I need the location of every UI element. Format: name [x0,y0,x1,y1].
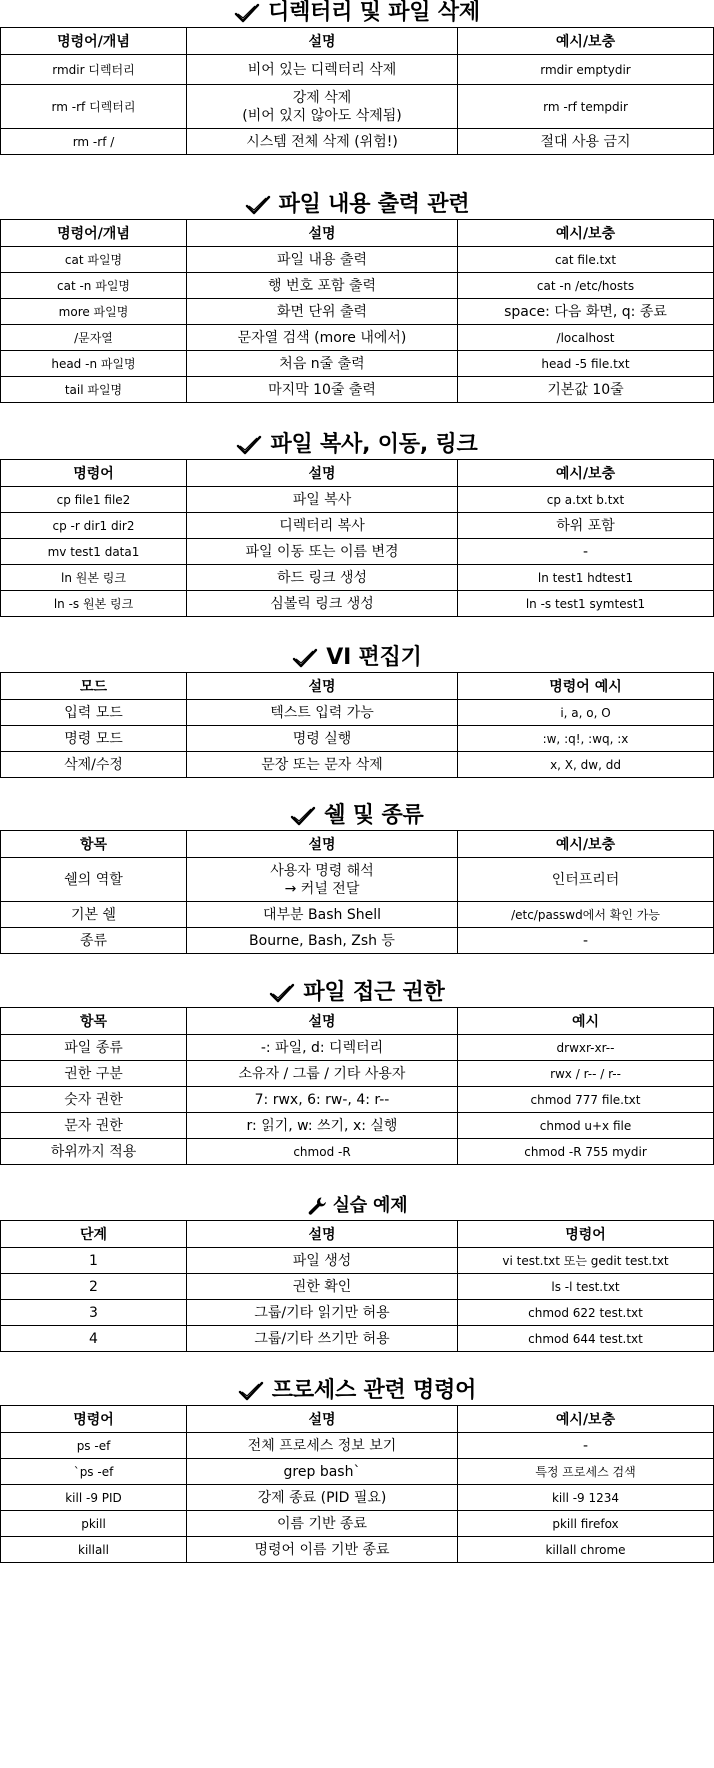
table-cell: pkill firefox [458,1511,714,1537]
table-cell: cp -r dir1 dir2 [1,513,187,539]
table-cell: 특정 프로세스 검색 [458,1459,714,1485]
wrench-icon [307,1196,327,1216]
table-cell: 파일 내용 출력 [187,247,458,273]
table-cell: 텍스트 입력 가능 [187,700,458,726]
section-title-text: 프로세스 관련 명령어 [271,1378,477,1403]
section-title-text: 파일 복사, 이동, 링크 [270,432,478,457]
section [0,803,714,954]
table-row [1,1035,714,1061]
table-row [1,902,714,928]
table-cell: 인터프리터 [458,858,714,902]
table-cell: mv test1 data1 [1,539,187,565]
column-header: 설명 [187,460,458,487]
section [0,432,714,617]
column-header: 명령어/개념 [1,220,187,247]
table-header-row [1,220,714,247]
table-cell: rwx / r-- / r-- [458,1061,714,1087]
table-cell: 파일 복사 [187,487,458,513]
column-header: 명령어 [1,1406,187,1433]
table-cell: -: 파일, d: 디렉터리 [187,1035,458,1061]
table-cell: 하위까지 적용 [1,1139,187,1165]
table-cell: rm -rf 디렉터리 [1,85,187,129]
column-header: 예시/보충 [458,28,714,55]
table-cell: chmod u+x file [458,1113,714,1139]
table-cell: /문자열 [1,325,187,351]
section-title-text: 파일 내용 출력 관련 [278,192,470,217]
table-cell: cat file.txt [458,247,714,273]
table-cell: 기본값 10줄 [458,377,714,403]
table-row [1,700,714,726]
section [0,1193,714,1352]
table-cell: pkill [1,1511,187,1537]
table-cell: /etc/passwd에서 확인 가능 [458,902,714,928]
column-header: 모드 [1,673,187,700]
table-cell: 쉘의 역할 [1,858,187,902]
cell-line: 강제 삭제 [292,89,352,106]
table-cell: cat -n /etc/hosts [458,273,714,299]
table-cell: ln 원본 링크 [1,565,187,591]
table-cell: 명령 실행 [187,726,458,752]
table-header-row [1,831,714,858]
cell-line: 사용자 명령 해석 [270,862,374,879]
table-row [1,273,714,299]
section-title [0,980,714,1006]
table-row [1,351,714,377]
checkmark-icon [245,194,271,216]
table-cell: 4 [1,1326,187,1352]
table-cell: 행 번호 포함 출력 [187,273,458,299]
section [0,645,714,778]
section-title [0,192,714,218]
column-header: 설명 [187,831,458,858]
section [0,1378,714,1563]
table-cell: 그룹/기타 읽기만 허용 [187,1300,458,1326]
table-header-row [1,673,714,700]
table-cell: chmod 777 file.txt [458,1087,714,1113]
table-cell: 디렉터리 복사 [187,513,458,539]
table-row [1,1087,714,1113]
table-cell: :w, :q!, :wq, :x [458,726,714,752]
column-header: 예시/보충 [458,460,714,487]
table-cell: 명령 모드 [1,726,187,752]
column-header: 설명 [187,220,458,247]
table-cell: head -n 파일명 [1,351,187,377]
table-cell: 처음 n줄 출력 [187,351,458,377]
table-row [1,487,714,513]
section-title [0,645,714,671]
column-header: 예시 [458,1008,714,1035]
checkmark-icon [292,647,318,669]
table-cell: drwxr-xr-- [458,1035,714,1061]
table-cell: 대부분 Bash Shell [187,902,458,928]
section-title [0,432,714,458]
table-row [1,1485,714,1511]
table-cell: 파일 이동 또는 이름 변경 [187,539,458,565]
table-cell: 7: rwx, 6: rw-, 4: r-- [187,1087,458,1113]
column-header: 예시/보충 [458,220,714,247]
column-header: 설명 [187,1221,458,1248]
table-cell: chmod -R [187,1139,458,1165]
section [0,0,714,155]
table-cell: 절대 사용 금지 [458,129,714,155]
table-cell: 입력 모드 [1,700,187,726]
section-table [0,830,714,954]
table-cell: 파일 종류 [1,1035,187,1061]
table-cell: grep bash` [187,1459,458,1485]
table-cell: 소유자 / 그룹 / 기타 사용자 [187,1061,458,1087]
column-header: 항목 [1,1008,187,1035]
section-title [0,0,714,26]
table-row [1,1511,714,1537]
checkmark-icon [269,982,295,1004]
section-title-text: VI 편집기 [326,645,422,670]
table-cell: 권한 확인 [187,1274,458,1300]
checkmark-icon [238,1380,264,1402]
table-cell: 하드 링크 생성 [187,565,458,591]
table-cell: 비어 있는 디렉터리 삭제 [187,55,458,85]
table-cell: `ps -ef [1,1459,187,1485]
table-cell: 문장 또는 문자 삭제 [187,752,458,778]
column-header: 명령어/개념 [1,28,187,55]
checkmark-icon [290,805,316,827]
table-header-row [1,1008,714,1035]
table-cell: 기본 쉘 [1,902,187,928]
column-header: 예시/보충 [458,1406,714,1433]
table-row [1,325,714,351]
table-cell: killall chrome [458,1537,714,1563]
column-header: 설명 [187,1406,458,1433]
table-cell: 마지막 10줄 출력 [187,377,458,403]
table-row [1,539,714,565]
table-row [1,85,714,129]
table-cell: 명령어 이름 기반 종료 [187,1537,458,1563]
table-cell: 종류 [1,928,187,954]
table-cell: 시스템 전체 삭제 (위험!) [187,129,458,155]
table-row [1,1113,714,1139]
table-cell: i, a, o, O [458,700,714,726]
table-cell: chmod 644 test.txt [458,1326,714,1352]
table-row [1,858,714,902]
table-cell: x, X, dw, dd [458,752,714,778]
table-cell: 전체 프로세스 정보 보기 [187,1433,458,1459]
table-row [1,1433,714,1459]
table-row [1,513,714,539]
table-row [1,565,714,591]
table-cell: 강제 종료 (PID 필요) [187,1485,458,1511]
table-cell: - [458,1433,714,1459]
column-header: 명령어 [458,1221,714,1248]
table-cell: cat -n 파일명 [1,273,187,299]
section-title-text: 파일 접근 권한 [303,980,445,1005]
table-row [1,1326,714,1352]
table-cell: 숫자 권한 [1,1087,187,1113]
table-cell: r: 읽기, w: 쓰기, x: 실행 [187,1113,458,1139]
table-cell: 삭제/수정 [1,752,187,778]
column-header: 명령어 예시 [458,673,714,700]
column-header: 명령어 [1,460,187,487]
table-header-row [1,1406,714,1433]
table-cell: space: 다음 화면, q: 종료 [458,299,714,325]
cell-line: → 커널 전달 [284,880,360,897]
section-title [0,803,714,829]
section-table [0,1007,714,1165]
section [0,980,714,1165]
table-row [1,129,714,155]
table-cell: 문자열 검색 (more 내에서) [187,325,458,351]
table-cell [187,85,458,129]
table-row [1,55,714,85]
cell-line: (비어 있지 않아도 삭제됨) [242,107,402,124]
table-cell: more 파일명 [1,299,187,325]
table-row [1,377,714,403]
table-cell: - [458,928,714,954]
table-cell: kill -9 PID [1,1485,187,1511]
section [0,192,714,403]
section-table [0,1220,714,1352]
table-cell: ln test1 hdtest1 [458,565,714,591]
table-cell: killall [1,1537,187,1563]
column-header: 항목 [1,831,187,858]
table-cell: Bourne, Bash, Zsh 등 [187,928,458,954]
table-cell: 권한 구분 [1,1061,187,1087]
section-title-text: 쉘 및 종류 [324,803,424,828]
section-title [0,1378,714,1404]
section-table [0,27,714,155]
table-row [1,726,714,752]
table-cell: ln -s 원본 링크 [1,591,187,617]
column-header: 예시/보충 [458,831,714,858]
table-row [1,928,714,954]
table-cell: vi test.txt 또는 gedit test.txt [458,1248,714,1274]
table-row [1,299,714,325]
table-row [1,1537,714,1563]
section-title [0,1193,714,1219]
table-cell: 2 [1,1274,187,1300]
table-cell: 3 [1,1300,187,1326]
table-cell: chmod -R 755 mydir [458,1139,714,1165]
table-row [1,1300,714,1326]
table-row [1,1139,714,1165]
section-title-text: 디렉터리 및 파일 삭제 [268,0,480,25]
table-cell: 화면 단위 출력 [187,299,458,325]
table-row [1,1274,714,1300]
table-cell [187,858,458,902]
table-header-row [1,28,714,55]
table-cell: rm -rf / [1,129,187,155]
column-header: 설명 [187,1008,458,1035]
table-row [1,1459,714,1485]
section-table [0,459,714,617]
table-row [1,1061,714,1087]
table-cell: cat 파일명 [1,247,187,273]
table-cell: ln -s test1 symtest1 [458,591,714,617]
table-cell: tail 파일명 [1,377,187,403]
table-cell: rmdir 디렉터리 [1,55,187,85]
table-row [1,1248,714,1274]
table-cell: 하위 포함 [458,513,714,539]
table-header-row [1,460,714,487]
section-table [0,1405,714,1563]
section-table [0,672,714,778]
table-cell: - [458,539,714,565]
table-cell: 이름 기반 종료 [187,1511,458,1537]
column-header: 단계 [1,1221,187,1248]
table-cell: 그룹/기타 쓰기만 허용 [187,1326,458,1352]
table-header-row [1,1221,714,1248]
column-header: 설명 [187,28,458,55]
section-title-text: 실습 예제 [332,1195,408,1216]
column-header: 설명 [187,673,458,700]
table-cell: cp file1 file2 [1,487,187,513]
table-cell: 파일 생성 [187,1248,458,1274]
section-table [0,219,714,403]
table-cell: /localhost [458,325,714,351]
table-row [1,591,714,617]
table-cell: 문자 권한 [1,1113,187,1139]
table-cell: ls -l test.txt [458,1274,714,1300]
table-cell: cp a.txt b.txt [458,487,714,513]
table-cell: ps -ef [1,1433,187,1459]
table-cell: 1 [1,1248,187,1274]
table-cell: chmod 622 test.txt [458,1300,714,1326]
table-cell: head -5 file.txt [458,351,714,377]
table-row [1,247,714,273]
table-cell: 심볼릭 링크 생성 [187,591,458,617]
checkmark-icon [234,2,260,24]
table-row [1,752,714,778]
table-cell: rmdir emptydir [458,55,714,85]
table-cell: kill -9 1234 [458,1485,714,1511]
table-cell: rm -rf tempdir [458,85,714,129]
checkmark-icon [236,434,262,456]
